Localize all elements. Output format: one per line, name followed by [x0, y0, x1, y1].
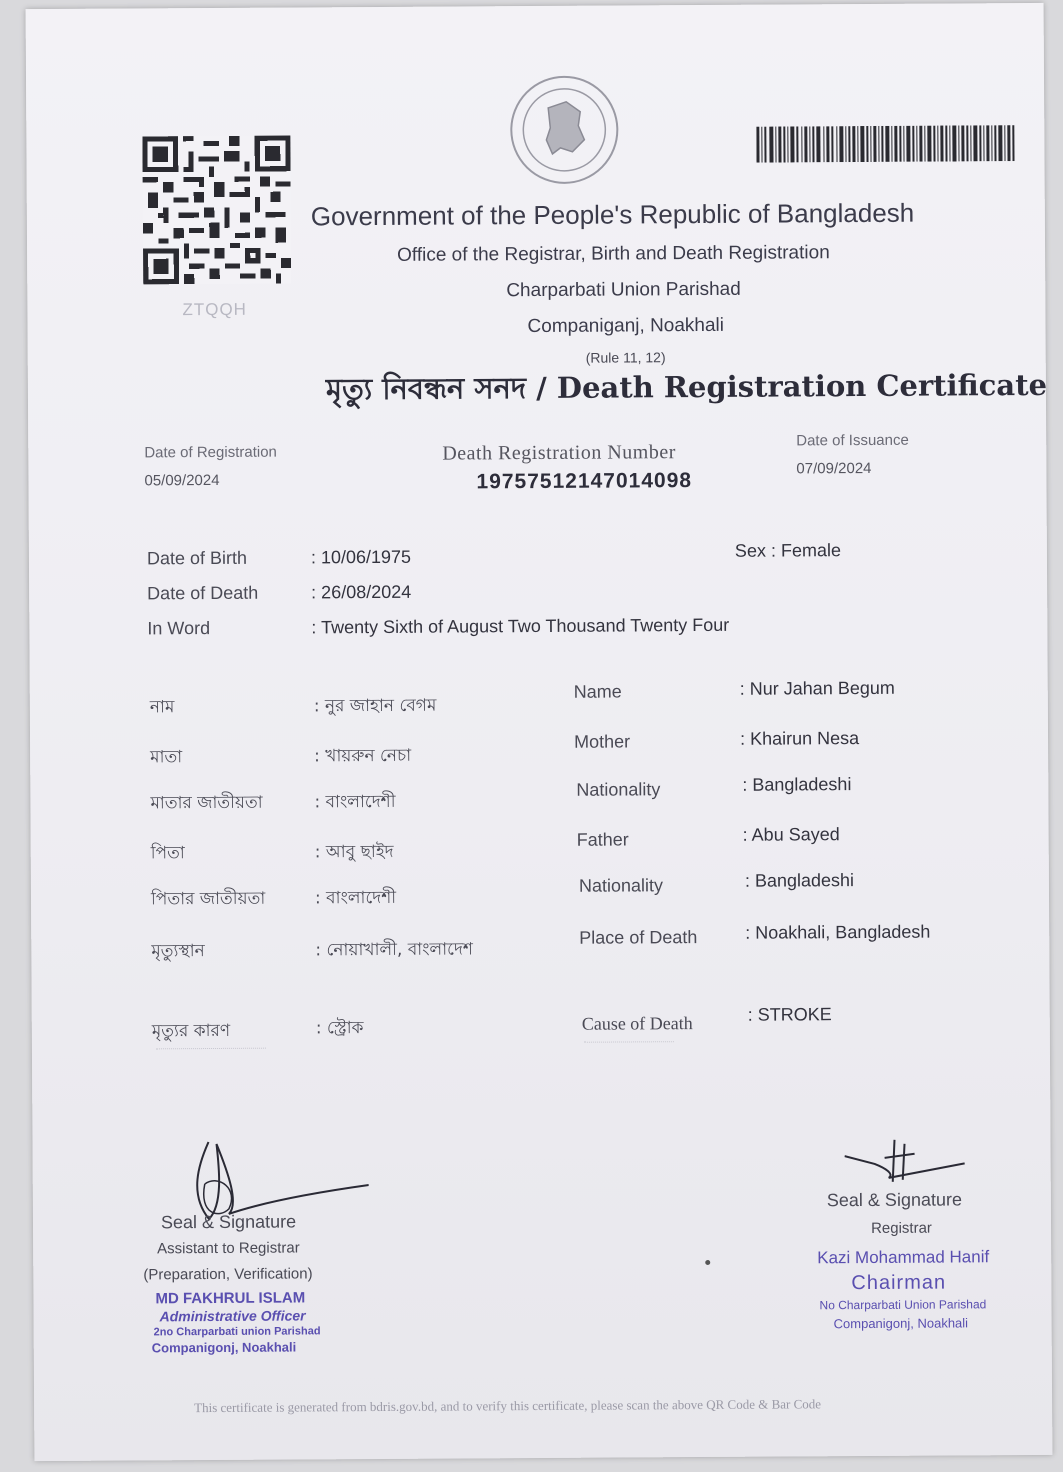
bn-place-value: : নোয়াখালী, বাংলাদেশ	[315, 939, 473, 961]
right-stamp-union: No Charparbati Union Parishad	[819, 1297, 987, 1313]
right-stamp-title: Chairman	[851, 1271, 947, 1295]
date-of-birth-value: : 10/06/1975	[310, 546, 412, 568]
bn-mother-nationality-label: মাতার জাতীয়তা	[150, 792, 263, 814]
office-heading: Office of the Registrar, Birth and Death Registration	[397, 242, 830, 266]
qr-code-text: ZTQQH	[182, 299, 247, 320]
government-seal-icon	[508, 73, 621, 186]
ink-dot	[705, 1260, 710, 1265]
footer-note: This certificate is generated from bdris.gov.bd, and to verify this certificate, please scan the above QR Code & Bar Code	[194, 1396, 822, 1416]
date-of-birth-label: Date of Birth	[146, 547, 248, 569]
right-stamp-name: Kazi Mohammad Hanif	[817, 1247, 990, 1268]
right-seal-signature-title: Seal & Signature	[826, 1189, 963, 1211]
bn-father-nationality-label: পিতার জাতীয়তা	[150, 888, 266, 910]
bn-father-value: : আবু ছাইদ	[314, 841, 394, 863]
left-signature-note: (Preparation, Verification)	[143, 1265, 313, 1284]
left-stamp-union: 2no Charparbati union Parishad	[153, 1325, 321, 1339]
date-of-death-label: Date of Death	[147, 582, 259, 604]
left-seal-signature-title: Seal & Signature	[160, 1211, 297, 1233]
in-word-label: In Word	[147, 618, 211, 639]
left-stamp-name: MD FAKHRUL ISLAM	[155, 1289, 306, 1308]
en-mother-label: Mother	[573, 731, 631, 752]
left-stamp-place: Companigonj, Noakhali	[151, 1339, 297, 1356]
right-signature-icon	[844, 1133, 974, 1194]
registration-number-value: 19757512147014098	[476, 469, 693, 494]
registration-number-label: Death Registration Number	[442, 441, 676, 465]
bn-place-label: মৃত্যুস্থান	[151, 941, 205, 962]
government-heading: Government of the People's Republic of Bangladesh	[310, 197, 915, 232]
upazila-heading: Companiganj, Noakhali	[527, 314, 725, 338]
certificate-paper	[26, 3, 1053, 1461]
en-father-value: : Abu Sayed	[742, 824, 840, 845]
in-word-value: : Twenty Sixth of August Two Thousand Twenty Four	[311, 614, 730, 638]
faint-en-note	[584, 1041, 674, 1047]
en-father-nationality-value: : Bangladeshi	[744, 870, 855, 891]
en-mother-nationality-value: : Bangladeshi	[742, 774, 852, 795]
left-signature-role: Assistant to Registrar	[157, 1239, 300, 1258]
date-of-registration-label: Date of Registration	[144, 443, 277, 462]
en-name-value: : Nur Jahan Begum	[739, 677, 895, 699]
en-cause-label: Cause of Death	[581, 1013, 693, 1034]
en-mother-value: : Khairun Nesa	[739, 728, 860, 749]
bn-mother-value: : খায়রুন নেচা	[314, 745, 412, 767]
bn-name-label: নাম	[149, 697, 175, 718]
date-of-death-value: : 26/08/2024	[311, 581, 412, 603]
en-mother-nationality-label: Nationality	[576, 779, 661, 800]
en-place-label: Place of Death	[579, 927, 698, 948]
bn-mother-label: মাতা	[150, 747, 183, 768]
barcode-icon	[756, 125, 1016, 163]
bn-cause-value: : স্ট্রোক	[315, 1018, 364, 1039]
en-father-nationality-label: Nationality	[578, 875, 664, 896]
bn-mother-nationality-value: : বাংলাদেশী	[314, 791, 396, 813]
rule-reference: (Rule 11, 12)	[585, 349, 666, 366]
sex-value: Sex : Female	[734, 540, 842, 561]
bn-cause-label: মৃত্যুর কারণ	[151, 1020, 231, 1042]
en-place-value: : Noakhali, Bangladesh	[745, 921, 931, 943]
en-name-label: Name	[573, 681, 622, 702]
date-of-issuance-value: 07/09/2024	[796, 459, 872, 478]
date-of-issuance-label: Date of Issuance	[796, 431, 909, 450]
left-stamp-title: Administrative Officer	[159, 1307, 306, 1325]
right-stamp-place: Companigonj, Noakhali	[833, 1315, 969, 1332]
certificate-title: মৃত্যু নিবন্ধন সনদ / Death Registration Certificate	[325, 367, 1048, 407]
right-signature-role: Registrar	[870, 1219, 932, 1237]
bn-name-value: : নুর জাহান বেগম	[313, 695, 437, 717]
faint-bn-note	[156, 1048, 266, 1054]
bn-father-nationality-value: : বাংলাদেশী	[314, 887, 397, 909]
qr-code-icon	[142, 136, 291, 285]
en-cause-value: : STROKE	[747, 1004, 832, 1025]
union-heading: Charparbati Union Parishad	[506, 278, 741, 302]
en-father-label: Father	[576, 829, 629, 850]
date-of-registration-value: 05/09/2024	[144, 471, 220, 490]
bn-father-label: পিতা	[150, 843, 185, 864]
